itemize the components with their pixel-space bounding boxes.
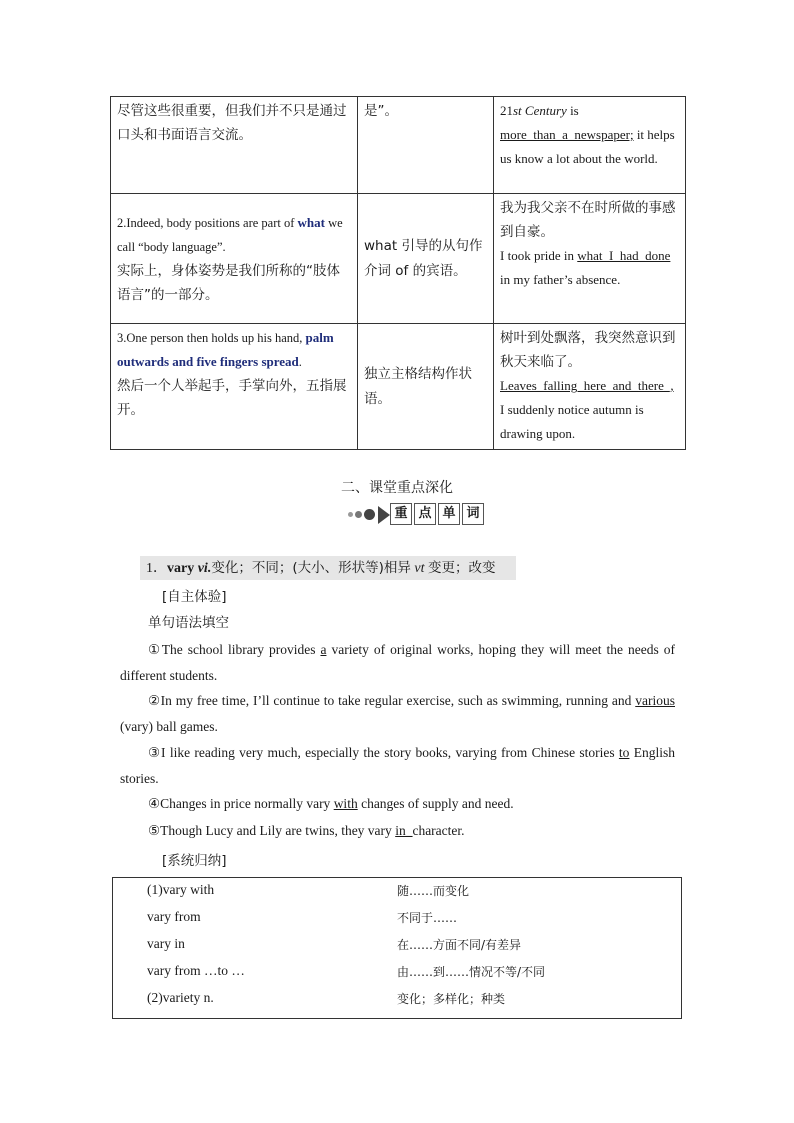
cell-practice: 树叶到处飘落，我突然意识到秋天来临了。 Leaves_falling_here_and_there_, I suddenly notice autumn is drawing upon. bbox=[494, 324, 686, 450]
answer-blank: more_than_a_newspaper; bbox=[500, 127, 634, 142]
arrow-icon bbox=[378, 506, 390, 524]
exercise-item: ⑤Though Lucy and Lily are twins, they vary in_character. bbox=[148, 823, 465, 838]
answer-blank: various bbox=[635, 693, 675, 708]
cell-example: 2.Indeed, body positions are part of what we call “body language”. 实际上，身体姿势是我们所称的“肢体语言”的一部分。 bbox=[111, 194, 358, 324]
answer-blank: with bbox=[333, 796, 358, 811]
vocab-word: vary bbox=[167, 561, 195, 576]
self-check-heading: [自主体验] bbox=[162, 589, 227, 605]
table-row bbox=[111, 194, 686, 324]
answer-blank: to bbox=[618, 745, 630, 760]
section-title: 二、课堂重点深化 bbox=[341, 480, 453, 496]
summary-heading: [系统归纳] bbox=[162, 853, 227, 869]
highlight-phrase: what bbox=[297, 214, 325, 230]
cell-note: 独立主格结构作状语。 bbox=[358, 324, 494, 450]
banner-char: 单 bbox=[438, 503, 460, 525]
vocab-heading: 1．vary vi.变化；不同；(大小、形状等)相异 vt 变更；改变 bbox=[140, 556, 516, 580]
answer-blank: a bbox=[320, 642, 327, 657]
answer-blank: in_ bbox=[395, 823, 413, 838]
cell-note: 是”。 bbox=[358, 97, 494, 194]
cell-example: 3.One person then holds up his hand, palm outwards and five fingers spread. 然后一个人举起手，手掌向外，五指展开。 bbox=[111, 324, 358, 450]
table-row bbox=[111, 97, 686, 194]
highlight-phrase: palm outwards and five fingers spread bbox=[117, 330, 334, 369]
summary-box: (1)vary with 随……而变化 vary from 不同于…… vary in 在……方面不同/有差异 vary from …to … 由……到……情况不等/不同 (2)variety n. 变化；多样化；种类 bbox=[112, 877, 682, 1019]
exercise-item: ②In my free time, I’ll continue to take regular exercise, such as swimming, running and various (vary) ball games. bbox=[120, 693, 675, 734]
banner-char: 词 bbox=[462, 503, 484, 525]
answer-blank: what_I_had_done bbox=[577, 248, 671, 263]
answer-blank: Leaves_falling_here_and_there_, bbox=[500, 378, 674, 393]
banner-char: 重 bbox=[390, 503, 412, 525]
cell-practice: 21st Century is more_than_a_newspaper; it helps us know a lot about the world. bbox=[494, 97, 686, 194]
cell-note: what 引导的从句作介词 of 的宾语。 bbox=[358, 194, 494, 324]
table-row bbox=[111, 324, 686, 450]
exercise-type: 单句语法填空 bbox=[148, 615, 229, 631]
banner-char: 点 bbox=[414, 503, 436, 525]
exercise-item: ①The school library provides a variety of original works, hoping they will meet the needs of different students. bbox=[120, 642, 675, 683]
exercise-item: ④Changes in price normally vary with changes of supply and need. bbox=[148, 796, 514, 811]
sentence-table bbox=[110, 96, 686, 450]
exercise-item: ③I like reading very much, especially the story books, varying from Chinese stories to English stories. bbox=[120, 745, 675, 786]
cell-example: 尽管这些很重要，但我们并不只是通过口头和书面语言交流。 bbox=[111, 97, 358, 194]
key-words-banner bbox=[348, 503, 478, 527]
cell-practice: 我为我父亲不在时所做的事感到自豪。 I took pride in what_I_had_done in my father’s absence. bbox=[494, 194, 686, 324]
